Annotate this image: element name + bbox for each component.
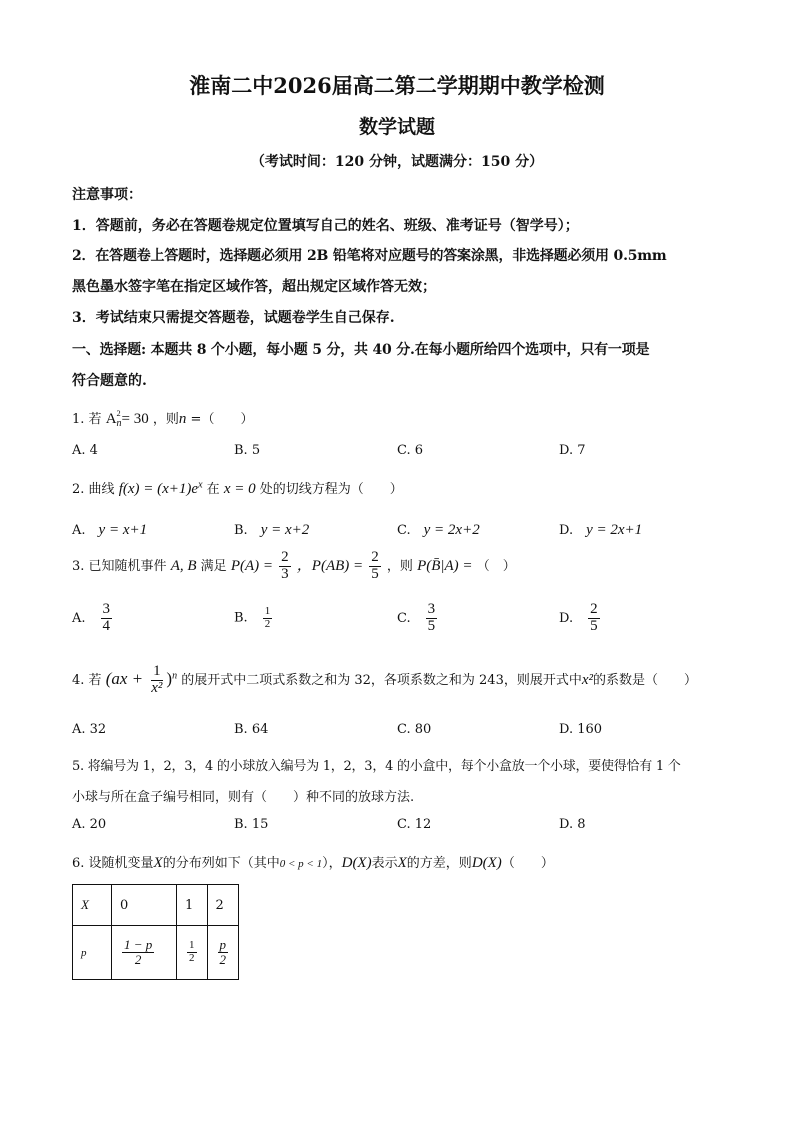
notes-item-2-line-2: 黑色墨水签字笔在指定区域作答，超出规定区域作答无效；: [72, 279, 436, 295]
q4-option-a: A. 32: [72, 722, 107, 737]
q4-frac-num: 1: [153, 663, 161, 679]
table-cell: 1: [177, 885, 208, 926]
q3-option-b-fraction: [263, 606, 273, 630]
q3-option-a-num: 3: [102, 601, 111, 617]
q4-term: x²: [581, 671, 594, 688]
q1-option-c: C. 6: [397, 443, 424, 458]
table-cell: [177, 926, 208, 980]
exam-subtitle: 数学试题: [358, 116, 435, 138]
q3-option-b-den: 2: [264, 617, 271, 630]
q1-mid: ，则: [152, 412, 179, 427]
table-cell-x-label: X: [73, 885, 112, 926]
q5-option-d: D. 8: [559, 817, 586, 832]
q3-option-d-den: 5: [590, 617, 598, 634]
q1-arrangement: [106, 411, 149, 427]
q3-pa-num: 2: [281, 549, 289, 565]
q3-pab: ，P(AB) =: [296, 557, 364, 574]
q4-text-2: 的系数是（ ）: [593, 672, 698, 688]
q2-option-c-expr: y = 2x+2: [423, 522, 480, 538]
q2-exponent: x: [198, 479, 203, 491]
q5-option-c: C. 12: [397, 817, 432, 832]
q5-option-b: B. 15: [234, 817, 269, 832]
q3-pab-den: 5: [371, 565, 379, 582]
question-3-stem: [72, 550, 516, 583]
q2-option-a-expr: y = x+1: [98, 522, 148, 538]
q6-range: 0 < p < 1: [279, 858, 323, 870]
q1-a-symbol: A: [105, 411, 117, 427]
q3-option-d-letter: D.: [559, 610, 574, 626]
fraction-num: p: [219, 937, 226, 953]
q2-option-a-letter: A.: [72, 523, 86, 538]
q2-function: f(x) = (x+1)e: [118, 481, 199, 497]
q3-option-d-fraction: [588, 602, 600, 635]
table-cell: 2: [207, 885, 239, 926]
q2-option-a: [72, 519, 147, 539]
table-cell: 0: [112, 885, 177, 926]
table-row: [73, 885, 239, 926]
q4-fraction: [149, 664, 164, 697]
q3-conditional: P(B̄|A) =: [417, 557, 473, 574]
q3-option-b-num: 1: [264, 605, 271, 617]
question-4-stem: [72, 664, 697, 697]
q2-option-d-expr: y = 2x+1: [586, 522, 643, 538]
q3-option-c-num: 3: [427, 601, 436, 617]
q3-events: A, B: [170, 557, 197, 574]
q3-option-a-fraction: [101, 602, 113, 635]
q2-option-c-letter: C.: [397, 523, 411, 538]
q3-option-a: [72, 602, 114, 635]
q1-var: n: [178, 411, 187, 427]
q3-mid-1: 满足: [200, 558, 227, 574]
question-1-stem: [72, 408, 253, 429]
fraction-num: 1: [189, 939, 195, 952]
q4-option-b: B. 64: [234, 722, 269, 737]
q3-option-d-num: 2: [590, 601, 598, 617]
q3-tail: （ ）: [476, 558, 516, 574]
q3-option-b: [234, 606, 274, 630]
q2-mid: 在: [206, 482, 220, 497]
q2-option-c: [397, 519, 480, 539]
q4-option-d: D. 160: [559, 722, 603, 737]
q3-option-b-letter: B.: [234, 610, 248, 626]
q4-option-c: C. 80: [397, 722, 432, 737]
q6-var: X: [153, 855, 163, 871]
q2-option-d: [559, 519, 642, 539]
question-2-stem: [72, 478, 403, 498]
q3-option-d: [559, 602, 602, 635]
q4-text-1: 的展开式中二项式系数之和为 32，各项系数之和为 243，则展开式中: [181, 672, 582, 688]
q5-option-a: A. 20: [72, 817, 107, 832]
q3-option-c: [397, 602, 439, 635]
q3-pa-den: 3: [281, 565, 289, 582]
q1-tail: =（ ）: [190, 412, 254, 427]
q2-tail: 处的切线方程为（ ）: [259, 482, 403, 497]
fraction-den: 2: [189, 952, 195, 964]
q3-option-c-den: 5: [427, 617, 436, 634]
q6-mid-1: 的分布列如下（其中: [162, 856, 280, 871]
q4-base-left: (ax +: [105, 668, 144, 688]
table-cell: [207, 926, 239, 980]
q3-option-a-den: 4: [102, 617, 111, 634]
q1-eq: = 30: [121, 411, 149, 427]
fraction-num: 1 − p: [124, 937, 153, 953]
q3-option-c-fraction: [426, 602, 438, 635]
question-6-stem: [72, 852, 554, 872]
q2-option-b: [234, 519, 309, 539]
q2-point: x = 0: [223, 481, 256, 497]
table-row: [73, 926, 239, 980]
section-1-line-1: 一、选择题: 本题共 8 个小题，每小题 5 分，共 40 分.在每小题所给四个选项中，只有一项是: [72, 342, 650, 358]
q1-option-d: D. 7: [559, 443, 586, 458]
table-fraction: [187, 940, 197, 964]
table-cell-p-label: p: [73, 926, 112, 980]
q3-option-a-letter: A.: [72, 610, 86, 626]
exam-title: 淮南二中2026届高二第二学期期中教学检测: [189, 73, 605, 98]
q1-sub: n: [116, 417, 122, 429]
q1-sup: 2: [116, 409, 121, 419]
q4-prefix: 4. 若: [72, 672, 102, 688]
q6-var-2: X: [397, 855, 407, 871]
q1-option-b: B. 5: [234, 443, 261, 458]
q2-option-b-letter: B.: [234, 523, 248, 538]
q6-mid-2: ），: [322, 856, 342, 871]
q4-power: n: [172, 670, 178, 682]
q3-pa-fraction: [279, 550, 291, 583]
exam-info: （考试时间：120 分钟，试题满分：150 分）: [250, 154, 544, 170]
q3-mid-2: ，则: [386, 558, 413, 574]
distribution-table: [72, 884, 239, 980]
q2-option-d-letter: D.: [559, 523, 574, 538]
q3-prefix: 3. 已知随机事件: [72, 558, 167, 574]
fraction-den: 2: [134, 952, 142, 967]
q1-option-a: A. 4: [72, 443, 98, 458]
q6-dx: D(X): [341, 855, 372, 871]
question-5-line-1: 5. 将编号为 1，2，3，4 的小球放入编号为 1，2，3，4 的小盒中，每个小盒放一个小球，要使得恰有 1 个: [72, 759, 681, 774]
q3-pab-num: 2: [371, 549, 379, 565]
q2-prefix: 2. 曲线: [72, 482, 115, 497]
q6-mid-4: 的方差，则: [406, 856, 472, 871]
table-fraction: [122, 938, 154, 966]
q3-pa: P(A) =: [230, 557, 273, 574]
question-5-line-2: 小球与所在盒子编号相同，则有（ ）种不同的放球方法.: [72, 790, 415, 805]
q1-prefix: 1. 若: [72, 412, 102, 427]
fraction-den: 2: [219, 952, 226, 967]
q6-prefix: 6. 设随机变量: [72, 856, 154, 871]
q3-option-c-letter: C.: [397, 610, 411, 626]
q6-mid-3: 表示: [371, 856, 398, 871]
q2-option-b-expr: y = x+2: [260, 522, 310, 538]
notes-item-1: 1．答题前，务必在答题卷规定位置填写自己的姓名、班级、准考证号（智学号）；: [72, 218, 579, 234]
section-1-line-2: 符合题意的.: [72, 373, 147, 389]
q6-dx-2: D(X): [471, 855, 502, 871]
q4-frac-den: x²: [151, 679, 163, 696]
notes-item-3: 3．考试结束只需提交答题卷，试题卷学生自己保存.: [72, 310, 395, 326]
q6-tail: （ ）: [501, 856, 554, 871]
table-cell: [112, 926, 177, 980]
notes-item-2-line-1: 2．在答题卷上答题时，选择题必须用 2B 铅笔将对应题号的答案涂黑，非选择题必须用 0.5mm: [72, 248, 667, 264]
notes-heading: 注意事项：: [72, 187, 142, 203]
table-fraction: [218, 938, 229, 966]
q3-pab-fraction: [369, 550, 381, 583]
q4-base-right: ): [166, 668, 173, 688]
